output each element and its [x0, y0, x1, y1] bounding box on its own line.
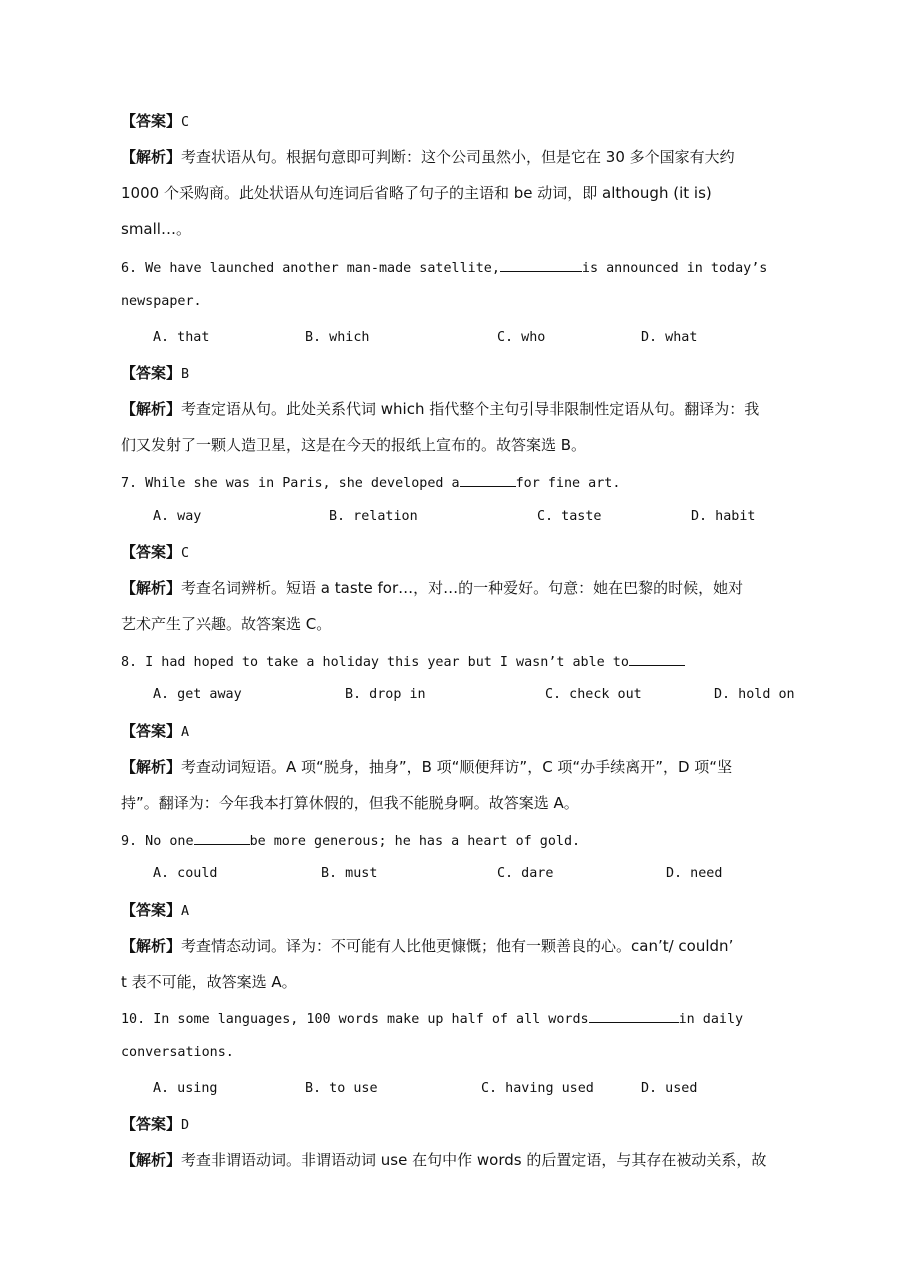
- answer-value: A: [181, 904, 190, 919]
- explanation-text: 考查情态动词。译为：不可能有人比他更慷慨；他有一颗善良的心。can’t/ couldn’: [181, 937, 734, 955]
- explanation-label: 【解析】: [121, 758, 182, 776]
- answer-blank: [194, 830, 250, 845]
- explanation-text: 考查定语从句。此处关系代词 which 指代整个主句引导非限制性定语从句。翻译为：我: [181, 400, 760, 418]
- question-stem: [121, 472, 797, 493]
- question-stem: [121, 1008, 797, 1029]
- option-c: C. check out: [545, 687, 642, 702]
- explanation-text: 艺术产生了兴趣。故答案选 C。: [121, 615, 332, 633]
- option-a: A. way: [153, 509, 202, 524]
- question-text: newspaper.: [121, 294, 202, 309]
- answer-line: [121, 1115, 797, 1135]
- explanation-text: 们又发射了一颗人造卫星，这是在今天的报纸上宣布的。故答案选 B。: [121, 436, 587, 454]
- answer-label: 【答案】: [121, 112, 182, 130]
- answer-blank: [629, 651, 685, 666]
- option-c: C. taste: [537, 509, 602, 524]
- answer-value: A: [181, 725, 190, 740]
- explanation-line: [121, 579, 797, 598]
- explanation-label: 【解析】: [121, 579, 182, 597]
- answer-line: [121, 722, 797, 742]
- question-text: 10. In some languages, 100 words make up half of all words: [121, 1012, 589, 1027]
- question-stem: [121, 830, 797, 851]
- option-b: B. drop in: [345, 687, 426, 702]
- answer-blank: [500, 257, 582, 272]
- answer-line: [121, 112, 797, 132]
- question-text: conversations.: [121, 1045, 234, 1060]
- question-stem: [121, 257, 797, 278]
- option-a: A. could: [153, 866, 218, 881]
- option-c: C. who: [497, 330, 546, 345]
- explanation-label: 【解析】: [121, 937, 182, 955]
- answer-value: C: [181, 546, 190, 561]
- option-d: D. hold on: [714, 687, 795, 702]
- explanation-label: 【解析】: [121, 148, 182, 166]
- explanation-line: [121, 148, 797, 167]
- question-text: 6. We have launched another man-made satellite,: [121, 261, 500, 276]
- answer-blank: [460, 472, 516, 487]
- answer-line: [121, 543, 797, 563]
- question-text: 7. While she was in Paris, she developed a: [121, 476, 460, 491]
- option-d: D. what: [641, 330, 698, 345]
- answer-value: B: [181, 367, 190, 382]
- option-a: A. that: [153, 330, 210, 345]
- explanation-text: 考查非谓语动词。非谓语动词 use 在句中作 words 的后置定语，与其存在被动关系，故: [181, 1151, 767, 1169]
- explanation-text: 1000 个采购商。此处状语从句连词后省略了句子的主语和 be 动词，即 although (it is): [121, 184, 712, 202]
- question-text: in daily: [678, 1012, 744, 1027]
- answer-label: 【答案】: [121, 1115, 182, 1133]
- answer-blank: [589, 1008, 679, 1023]
- question-text: be more generous; he has a heart of gold.: [249, 834, 581, 849]
- option-b: B. which: [305, 330, 370, 345]
- answer-label: 【答案】: [121, 901, 182, 919]
- option-d: D. used: [641, 1081, 698, 1096]
- explanation-text: small…。: [121, 220, 191, 238]
- explanation-line: [121, 758, 797, 777]
- explanation-line: [121, 937, 797, 956]
- explanation-label: 【解析】: [121, 400, 182, 418]
- explanation-line: [121, 1151, 797, 1170]
- question-text: 9. No one: [121, 834, 194, 849]
- answer-label: 【答案】: [121, 722, 182, 740]
- question-text: 8. I had hoped to take a holiday this year but I wasn’t able to: [121, 655, 629, 670]
- answer-value: C: [181, 115, 190, 130]
- option-a: A. get away: [153, 687, 242, 702]
- option-b: B. relation: [329, 509, 418, 524]
- option-d: D. need: [666, 866, 723, 881]
- option-c: C. dare: [497, 866, 554, 881]
- answer-label: 【答案】: [121, 364, 182, 382]
- question-text: is announced in today’s: [581, 261, 768, 276]
- explanation-label: 【解析】: [121, 1151, 182, 1169]
- answer-value: D: [181, 1118, 190, 1133]
- question-stem: [121, 651, 797, 672]
- option-b: B. to use: [305, 1081, 378, 1096]
- option-a: A. using: [153, 1081, 218, 1096]
- explanation-line: [121, 400, 797, 419]
- answer-line: [121, 901, 797, 921]
- option-d: D. habit: [691, 509, 756, 524]
- option-b: B. must: [321, 866, 378, 881]
- explanation-text: 考查名词辨析。短语 a taste for…，对…的一种爱好。句意：她在巴黎的时候，她对: [181, 579, 744, 597]
- explanation-text: 考查动词短语。A 项“脱身，抽身”，B 项“顺便拜访”，C 项“办手续离开”，D 项“坚: [181, 758, 733, 776]
- answer-line: [121, 364, 797, 384]
- answer-label: 【答案】: [121, 543, 182, 561]
- explanation-text: 持”。翻译为：今年我本打算休假的，但我不能脱身啊。故答案选 A。: [121, 794, 579, 812]
- explanation-text: 考查状语从句。根据句意即可判断：这个公司虽然小，但是它在 30 多个国家有大约: [181, 148, 735, 166]
- question-text: for fine art.: [515, 476, 621, 491]
- explanation-text: t 表不可能，故答案选 A。: [121, 973, 297, 991]
- option-c: C. having used: [481, 1081, 594, 1096]
